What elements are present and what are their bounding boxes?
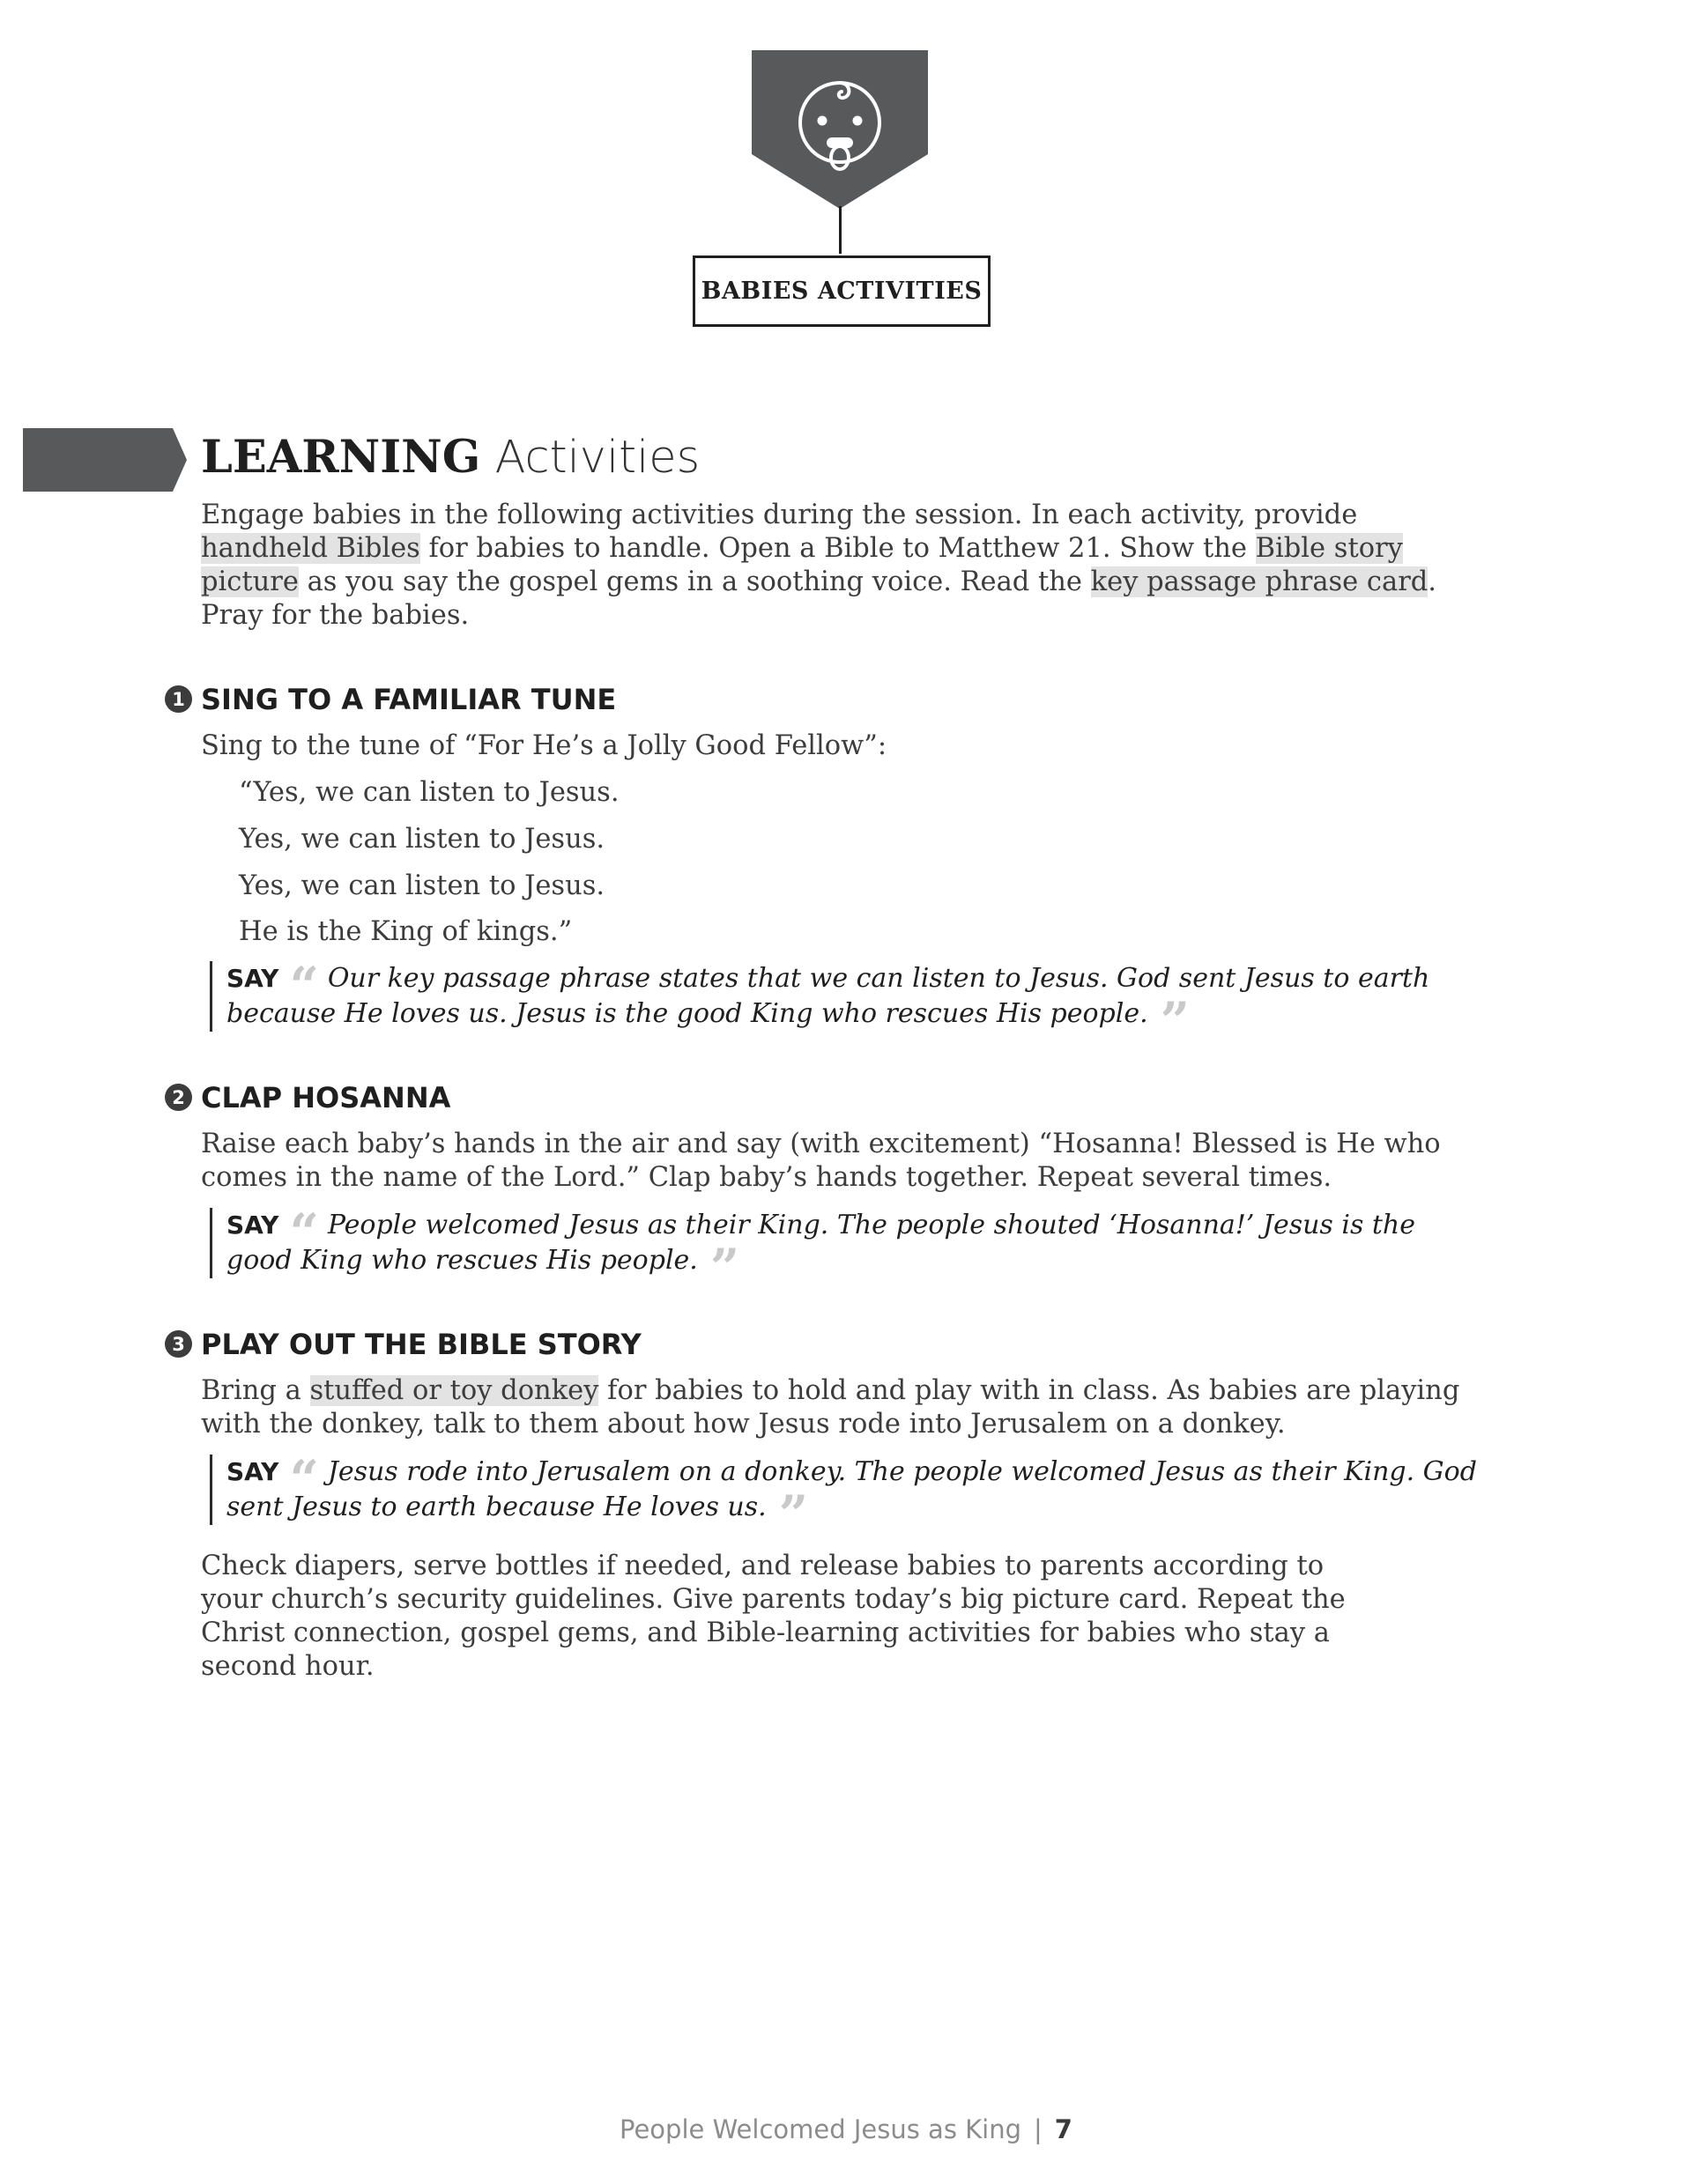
step-2-body: Raise each baby’s hands in the air and say (with excitement) “Hosanna! Blessed is He who comes in the name of the Lord.” Clap baby’s hands together. Repeat several times. xyxy=(201,1129,1441,1193)
close-quote-icon: ” xyxy=(709,1238,740,1298)
highlight-key-passage-card: key passage phrase card xyxy=(1090,566,1429,597)
step-3-body-text: Bring a xyxy=(201,1375,310,1406)
closing-paragraph: Check diapers, serve bottles if needed, and release babies to parents according to your church’s security guidelines. Give parents today’s big picture card. Repeat the Christ connection, gospel gems, and Bible-learning activities for babies who stay a second hour. xyxy=(201,1551,1346,1682)
header-label: BABIES ACTIVITIES xyxy=(701,278,983,305)
open-quote-icon: “ xyxy=(289,1203,319,1262)
highlight-bible-story-picture: Bible story picture xyxy=(201,533,1403,597)
section-title xyxy=(201,426,700,489)
song-line-4: He is the King of kings.” xyxy=(239,916,573,947)
step-1-say-block xyxy=(210,956,1479,1051)
page-footer xyxy=(0,2114,1692,2144)
page-number: 7 xyxy=(1054,2114,1072,2144)
open-quote-icon: “ xyxy=(289,1449,319,1509)
step-2-say-text: People welcomed Jesus as their King. The people shouted ‘Hosanna!’ Jesus is the good King who rescues His people. xyxy=(226,1210,1416,1276)
close-quote-icon: ” xyxy=(1160,991,1191,1051)
footer-separator: | xyxy=(1034,2114,1043,2144)
say-label: SAY xyxy=(226,1210,279,1240)
step-3-number-badge: 3 xyxy=(165,1330,192,1358)
section-title-light: Activities xyxy=(494,432,701,484)
section-marker-arrow xyxy=(23,428,187,492)
step-1-body: Sing to the tune of “For He’s a Jolly Good Fellow”: xyxy=(201,730,887,761)
highlight-handheld-bibles: handheld Bibles xyxy=(201,533,420,564)
step-1-say-text: Our key passage phrase states that we can listen to Jesus. God sent Jesus to earth because He loves us. Jesus is the good King who rescues His people. xyxy=(226,963,1430,1029)
step-2-title: CLAP HOSANNA xyxy=(201,1081,451,1114)
close-quote-icon: ” xyxy=(778,1484,809,1544)
step-2-say-block xyxy=(210,1203,1479,1298)
say-label: SAY xyxy=(226,964,279,993)
intro-text: as you say the gospel gems in a soothing voice. Read the xyxy=(298,566,1091,597)
say-label: SAY xyxy=(226,1457,279,1486)
open-quote-icon: “ xyxy=(289,956,319,1016)
step-1-title: SING TO A FAMILIAR TUNE xyxy=(201,683,617,716)
step-3-say-text: Jesus rode into Jerusalem on a donkey. The people welcomed Jesus as their King. God sent Jesus to earth because He loves us. xyxy=(226,1456,1477,1522)
song-line-2: Yes, we can listen to Jesus. xyxy=(239,824,605,855)
step-3-say-block xyxy=(210,1449,1479,1544)
intro-text: for babies to handle. Open a Bible to Matthew 21. Show the xyxy=(419,533,1256,564)
highlight-toy-donkey: stuffed or toy donkey xyxy=(309,1375,599,1406)
header-label-box xyxy=(693,255,991,327)
intro-paragraph xyxy=(201,499,1488,633)
song-line-1: “Yes, we can listen to Jesus. xyxy=(239,777,620,808)
section-title-strong: LEARNING xyxy=(201,431,481,484)
header-connector-line xyxy=(839,206,842,254)
intro-text: . Pray for the babies. xyxy=(201,566,1436,631)
footer-title: People Welcomed Jesus as King xyxy=(620,2114,1022,2144)
step-3-body xyxy=(201,1374,1488,1441)
song-line-3: Yes, we can listen to Jesus. xyxy=(239,870,605,901)
step-2-number-badge: 2 xyxy=(165,1084,192,1111)
step-3-body-text: for babies to hold and play with in class. As babies are playing with the donkey, talk to them about how Jesus rode into Jerusalem on a donkey. xyxy=(201,1375,1460,1440)
intro-text: Engage babies in the following activities during the session. In each activity, provide xyxy=(201,500,1358,530)
step-3-title: PLAY OUT THE BIBLE STORY xyxy=(201,1328,642,1361)
header-banner xyxy=(752,50,928,209)
step-1-number-badge: 1 xyxy=(165,685,192,713)
